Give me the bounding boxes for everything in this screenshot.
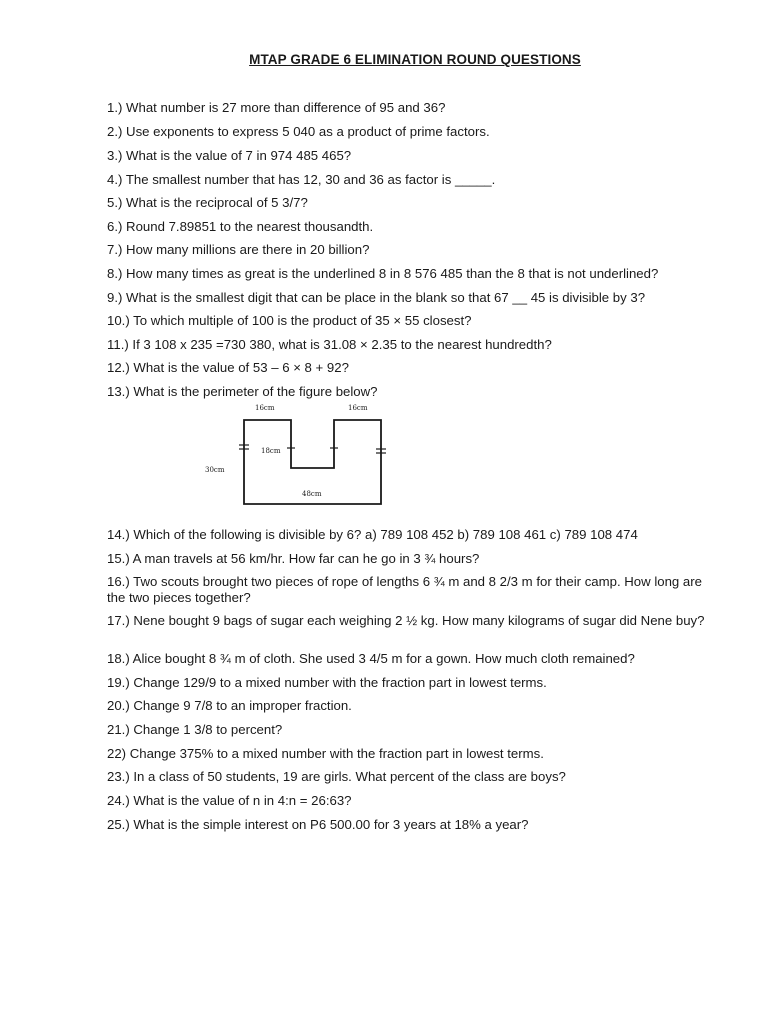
question-17: 17.) Nene bought 9 bags of sugar each weighing 2 ½ kg. How many kilograms of sugar did Nene buy? [107,613,705,628]
question-18: 18.) Alice bought 8 ¾ m of cloth. She used 3 4/5 m for a gown. How much cloth remained? [107,651,635,666]
question-22: 22) Change 375% to a mixed number with the fraction part in lowest terms. [107,746,544,761]
question-13: 13.) What is the perimeter of the figure below? [107,384,378,399]
question-3: 3.) What is the value of 7 in 974 485 465? [107,148,352,163]
question-8: 8.) How many times as great is the underlined 8 in 8 576 485 than the 8 that is not underlined? [107,266,659,281]
question-16: 16.) Two scouts brought two pieces of rope of lengths 6 ¾ m and 8 2/3 m for their camp. How long are the two pieces together? [107,574,702,605]
question-11: 11.) If 3 108 x 235 =730 380, what is 31.08 × 2.35 to the nearest hundredth? [107,337,552,352]
question-24: 24.) What is the value of n in 4:n = 26:63? [107,793,352,808]
question-25: 25.) What is the simple interest on P6 500.00 for 3 years at 18% a year? [107,817,529,832]
question-20: 20.) Change 9 7/8 to an improper fraction. [107,698,352,713]
question-14: 14.) Which of the following is divisible by 6? a) 789 108 452 b) 789 108 461 c) 789 108 474 [107,527,638,542]
document-title: MTAP GRADE 6 ELIMINATION ROUND QUESTIONS [249,52,581,67]
question-9: 9.) What is the smallest digit that can be place in the blank so that 67 __ 45 is divisible by 3? [107,290,646,305]
question-21: 21.) Change 1 3/8 to percent? [107,722,283,737]
top-right-label: 16cm [348,404,368,412]
question-10: 10.) To which multiple of 100 is the product of 35 × 55 closest? [107,313,472,328]
perimeter-figure [195,400,415,510]
question-5: 5.) What is the reciprocal of 5 3/7? [107,195,308,210]
question-7: 7.) How many millions are there in 20 billion? [107,242,370,257]
top-left-label: 16cm [255,404,275,412]
question-4: 4.) The smallest number that has 12, 30 and 36 as factor is _____. [107,172,496,187]
perimeter-figure-drawing [195,400,415,510]
side-label: 30cm [205,466,225,474]
question-15: 15.) A man travels at 56 km/hr. How far can he go in 3 ¾ hours? [107,551,480,566]
question-12: 12.) What is the value of 53 – 6 × 8 + 92? [107,360,349,375]
question-2: 2.) Use exponents to express 5 040 as a product of prime factors. [107,124,490,139]
inner-label: 18cm [261,447,281,455]
question-23: 23.) In a class of 50 students, 19 are girls. What percent of the class are boys? [107,769,566,784]
question-19: 19.) Change 129/9 to a mixed number with the fraction part in lowest terms. [107,675,547,690]
bottom-label: 48cm [302,490,322,498]
question-6: 6.) Round 7.89851 to the nearest thousandth. [107,219,374,234]
question-1: 1.) What number is 27 more than difference of 95 and 36? [107,100,446,115]
